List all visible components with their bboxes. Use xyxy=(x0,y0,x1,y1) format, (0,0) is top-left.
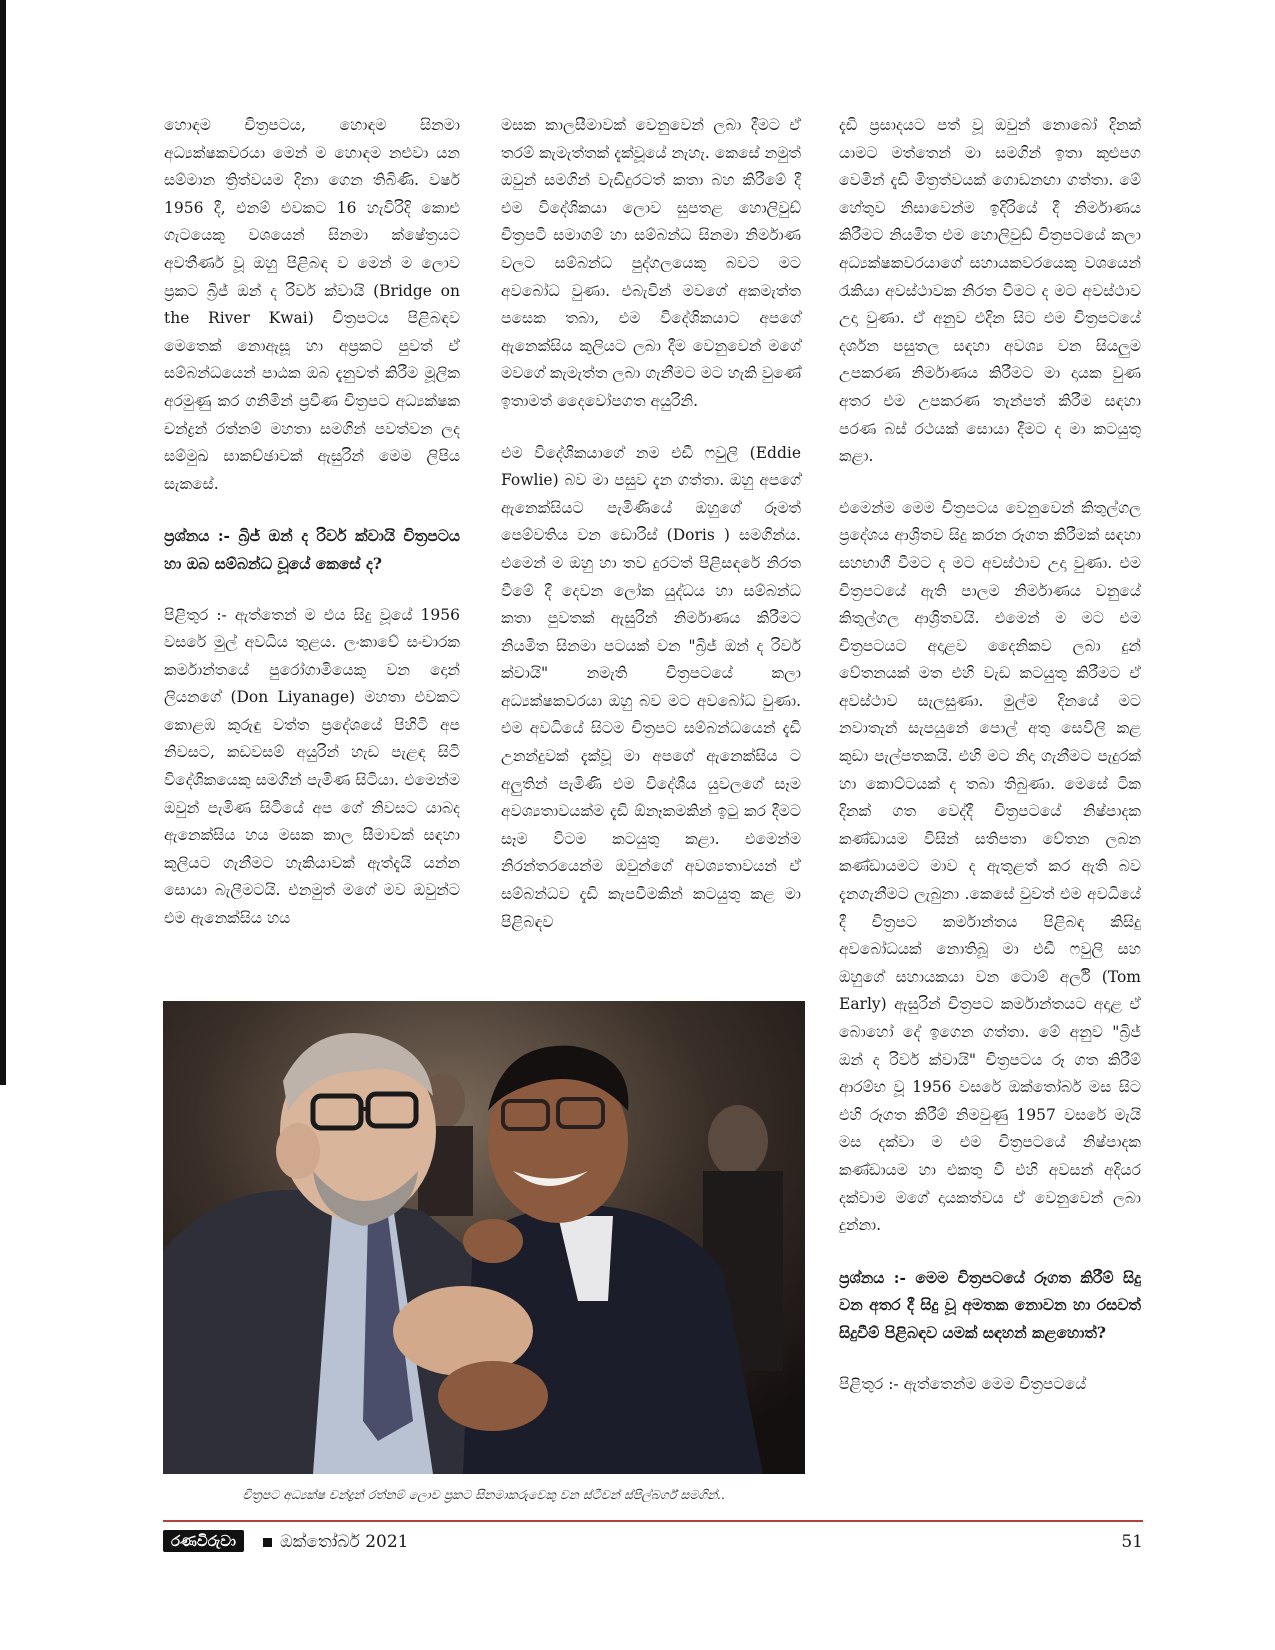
answer-2-paragraph: පිළිතුර :- ඇත්තෙන්ම මෙම චිත්‍රපටයේ xyxy=(839,1374,1087,1393)
question-1: ප්‍රශ්නය :- බ්‍රිජ් ඔන් ද රිවර් ක්වායි චිත්‍රපටය හා ඔබ සම්බන්ධ වූයේ කෙසේ ද? xyxy=(164,526,460,573)
column2-paragraph-2: එම විදේශිකයාගේ නම එඩී ෆවුලි (Eddie Fowlie) බව මා පසුව දැන ගත්තා. ඔහු අපගේ ඇනෙක්සියට පැමිණියේ ඔහුගේ රූමත් පෙම්වතිය වන ඩොරිස් (Doris ) සමගින්ය. එමෙන් ම ඔහු හා තව දුරටත් පිළිසඳරේ නිරත වීමේ දී දෙවන ලෝක යුද්ධය හා සම්බන්ධ කතා පුවතක් ඇසුරින් නිර්මාණය කිරීමට නියමිත සිනමා පටයක් වන "බ්‍රිජ් ඔන් ද රිවර් ක්වායි" නමැති චිත්‍රපටයේ කලා අධ්‍යක්ෂකවරයා ඔහු බව මට අවබෝධ වුණා. එම අවධියේ සිටම චිත්‍රපට සම්බන්ධයෙන් දැඩි උනන්දුවක් දැක්වූ මා අපගේ ඇනෙක්සිය ට අලුතින් පැමිණි එම විදේශීය යුවලගේ සෑම අවශ්‍යතාවයක්ම දැඩි ඕනෑකමකින් ඉටු කර දීමට සෑම විටම කටයුතු කළා. එමෙන්ම නිරන්තරයෙන්ම ඔවුන්ගේ අවශ්‍යතාවයන් ඒ සම්බන්ධව දැඩි කැපවීමකින් කටයුතු කළ මා පිළිබඳව xyxy=(501,443,801,931)
magazine-logo: රණවිරුවා xyxy=(163,1530,244,1552)
footer-rule xyxy=(163,1520,1143,1522)
bullet-square-icon xyxy=(263,1538,272,1547)
issue-date xyxy=(263,1532,408,1552)
page-number: 51 xyxy=(1121,1532,1143,1552)
intro-paragraph: හොඳම චිත්‍රපටය, හොඳම සිනමා අධ්‍යක්ෂකවරයා මෙන් ම හොඳම නළුවා යන සම්මාන ත්‍රිත්වයම දිනා ගෙන තිබිණි. වර්ෂ 1956 දී, එනම් එවකට 16 හැවිරිදි කොළු ගැටයෙකු වශයෙන් සිනමා ක්ෂේත්‍රයට අවතීර්ණ වූ ඔහු පිළිබඳ ව මෙන් ම ලොව ප්‍රකට බ්‍රිජ් ඔන් ද රිවර් ක්වායි (Bridge on the River Kwai) චිත්‍රපටය පිළිබඳව මෙතෙක් නොඇසූ හා අප්‍රකට පුවත් ඒ සම්බන්ධයෙන් පාඨක ඔබ දැනුවත් කිරීම මූලික අරමුණු කර ගනිමින් ප්‍රවීණ චිත්‍රපට අධ්‍යක්ෂක චන්ද්‍රන් රත්නම් මහතා සමගින් පවත්වන ලද සම්මුඛ සාකච්ඡාවක් ඇසුරින් මෙම ලිපිය සැකසේ. xyxy=(164,116,460,493)
page-footer xyxy=(163,1530,1143,1560)
issue-date-text: ඔක්තෝබර් 2021 xyxy=(280,1532,409,1552)
article-photo xyxy=(163,1001,805,1474)
article-column-2 xyxy=(501,112,801,960)
page-edge-bar xyxy=(0,0,6,1085)
article-column-1 xyxy=(164,112,460,957)
article-column-3 xyxy=(839,112,1141,1422)
question-2: ප්‍රශ්නය :- මෙම චිත්‍රපටයේ රූගත කිරීම් සිදු වන අතර දී සිදු වූ අමතක නොවන හා රසවත් සිදුවීම් පිළිබඳව යමක් සඳහන් කළහොත්? xyxy=(839,1267,1141,1342)
answer-1-paragraph: පිළිතුර :- ඇත්තෙන් ම එය සිදු වූයේ 1956 වසරේ මුල් අවධිය තුළය. ලංකාවේ සංචාරක කර්මාන්තයේ පුරෝගාමියෙකු වන දොන් ලියනගේ (Don Liyanage) මහතා එවකට කොළඹ කුරුඳු වත්ත ප්‍රදේශයේ පිහිටි අප නිවසට, කඩවසම් අයුරින් හැඩ පැළඳ සිටි විදේශිකයෙකු සමගින් පැමිණ සිටියා. එමෙන්ම ඔවුන් පැමිණ සිටියේ අප ගේ නිවසට යාබද ඇනෙක්සිය හය මසක කාල සීමාවක් සඳහා කුලියට ගැනීමට හැකියාවක් ඇත්දැයි යන්න සොයා බැලීමටයි. එනමුත් මගේ මව ඔවුන්ට එම ඇනෙක්සිය හය xyxy=(164,605,460,928)
column3-paragraph-1: දැඩි ප්‍රසාදයට පත් වූ ඔවුන් නොබෝ දිනක් යාමට මත්තෙන් මා සමගින් ඉතා කුළුපග වෙමින් දැඩි මිත්‍රත්වයක් ගොඩනඟා ගත්තා. මේ හේතුව නිසාවෙන්ම ඉදිරියේ දී නිර්මාණය කිරීමට නියමිත එම හොලිවුඩ් චිත්‍රපටයේ කලා අධ්‍යක්ෂකවරයාගේ සහායකවරයෙකු වශයෙන් රැකියා අවස්ථාවක නිරත වීමට ද මට අවස්ථාව උදා වුණා. ඒ අනුව එදින සිට එම චිත්‍රපටයේ දර්ශන පසුතල සඳහා අවශ්‍ය වන සියලුම උපකරණ නිර්මාණය කිරීමට මා දායක වුණ අතර එම උපකරණ තැන්පත් කිරීම සඳහා පරණ බස් රථයක් සොයා දීමට ද මා කටයුතු කළා. xyxy=(839,116,1141,466)
photo-caption: චිත්‍රපට අධ්‍යක්ෂ චන්ද්‍රන් රත්නම් ලොව ප්‍රකට සිනමාකරුවෙකු වන ස්ටීවන් ස්පිල්බර්ග් සමගින්.. xyxy=(242,1487,726,1502)
column3-paragraph-2: එමෙන්ම මෙම චිත්‍රපටය වෙනුවෙන් කිතුල්ගල ප්‍රදේශය ආශ්‍රිතව සිදු කරන රූගත කිරීමක් සඳහා සහභාගී වීමට ද මට අවස්ථාව උදා වුණා. එම චිත්‍රපටයේ ඇති පාලම නිර්මාණය වනුයේ කිතුල්ගල ආශ්‍රිතවයි. එමෙන් ම මට එම චිත්‍රපටයට අදාළව දෛනිකව ලබා දුන් වේතනයක් මත එහි වැඩ කටයුතු කිරීමට ඒ අවස්ථාව සැලසුණා. මුල්ම දිනයේ මට නවාතැන් සැපයුනේ පොල් අතු සෙවිලි කළ කුඩා පැල්පතකයි. එහි මට නිදා ගැනීමට පැදුරක් හා කොට්ටයක් ද තබා තිබුණා. මෙසේ ටික දිනක් ගත වෙද්දී චිත්‍රපටයේ නිෂ්පාදක කණ්ඩායම විසින් සතිපතා වේතන ලබන කණ්ඩායමට මාව ද ඇතුළත් කර ඇති බව දැනගැනීමට ලැබුනා .කෙසේ වුවත් එම අවධියේ දී චිත්‍රපට කර්මාන්තය පිළිබඳ කිසිදු අවබෝධයක් නොතිබූ මා එඩී ෆවුලි සහ ඔහුගේ සහායකයා වන ටොම් අර්ලි (Tom Early) ඇසුරින් චිත්‍රපට කර්මාන්තයට අදාළ ඒ බොහෝ දේ ඉගෙන ගත්තා. මේ අනුව "බ්‍රිජ් ඔන් ද රිවර් ක්වායි" චිත්‍රපටය රූ ගත කිරීම් ආරම්භ වූ 1956 වසරේ ඔක්තෝබර් මස සිට එහි රූගත කිරීම් නිමවුණු 1957 වසරේ මැයි මස දක්වා ම එම චිත්‍රපටයේ නිෂ්පාදක කණ්ඩායම හා එකතු වී එහි අවසන් අදියර දක්වාම මගේ දායකත්වය ඒ වෙනුවෙන් ලබා දුන්නා. xyxy=(839,498,1141,1235)
column2-paragraph-1: මසක කාලසීමාවක් වෙනුවෙන් ලබා දීමට ඒ තරම් කැමැත්තක් දැක්වූයේ නැහැ. කෙසේ නමුත් ඔවුන් සමගින් වැඩිදුරටත් කතා බහ කිරීමේ දී එම විදේශිකයා ලොව සුපතළ හොලිවුඩ් චිත්‍රපටි සමාගම් හා සම්බන්ධ සිනමා නිර්මාණ වලට සම්බන්ධ පුද්ගලයෙකු බවට මට අවබෝධ වුණා. එබැවින් මවගේ අකමැත්ත පසෙක තබා, එම විදේශිකයාට අපගේ ඇනෙක්සිය කුලියට ලබා දීම වෙනුවෙන් මගේ මවගේ කැමැත්ත ලබා ගැනීමට මට හැකි වුණේ ඉතාමත් දෛවෝපගත අයුරිනි. xyxy=(501,116,801,410)
